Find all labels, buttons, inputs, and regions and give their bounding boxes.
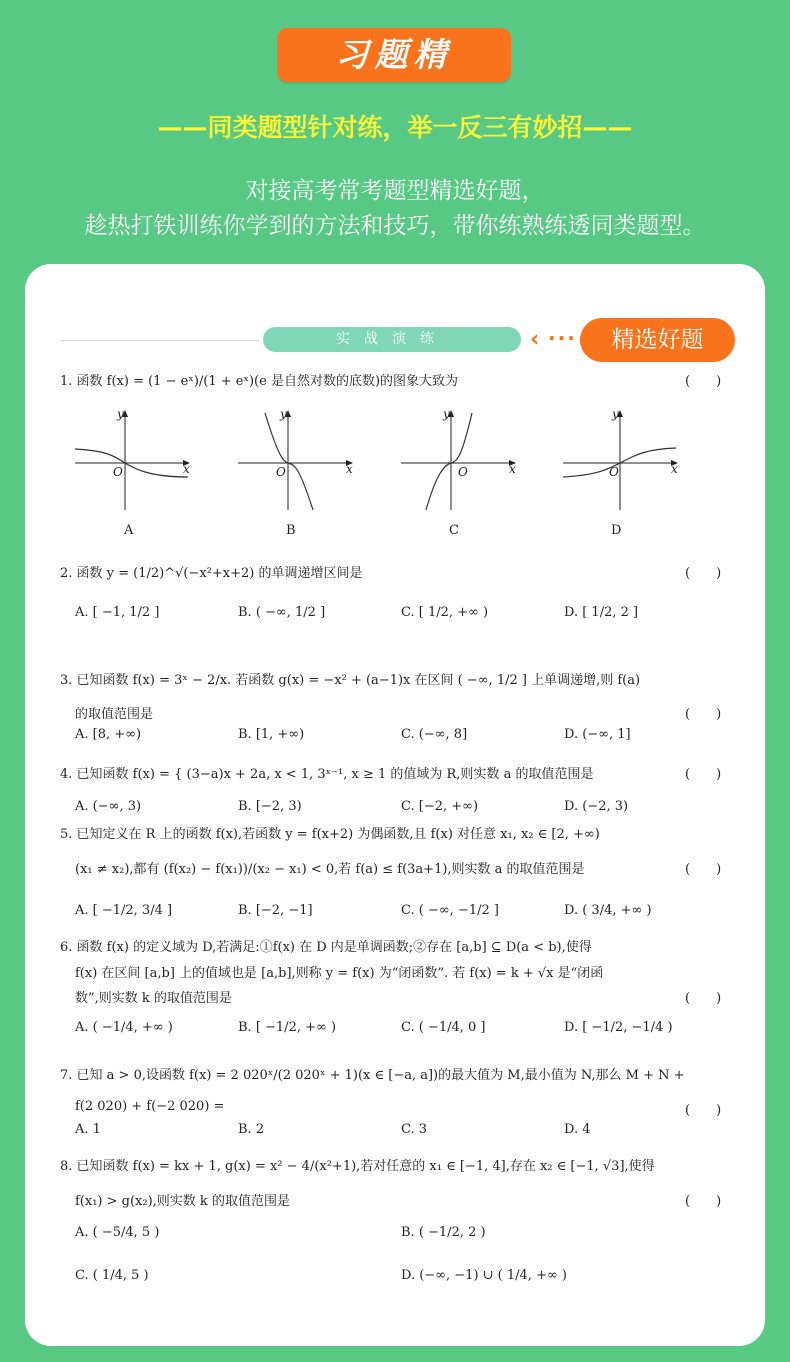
question-4-text: 4. 已知函数 f(x) = { (3−a)x + 2a, x < 1, 3ˣ⁻¹, x ≥ 1 的值域为 R,则实数 a 的取值范围是 [60, 767, 594, 782]
origin-label: O [113, 465, 123, 479]
section-title: 实战演练 [263, 327, 521, 352]
axis-x-label: x [346, 462, 353, 476]
answer-bracket-2: ( ) [685, 566, 722, 581]
axis-x-label: x [509, 462, 516, 476]
q6-option-d: D. [ −1/2, −1/4 ) [564, 1020, 673, 1035]
q6-option-a: A. ( −1/4, +∞ ) [75, 1020, 173, 1035]
q3-option-a: A. [8, +∞) [75, 727, 142, 742]
question-5-line-1: 5. 已知定义在 R 上的函数 f(x),若函数 y = f(x+2) 为偶函数,且 f(x) 对任意 x₁, x₂ ∈ [2, +∞) [60, 827, 600, 842]
q4-option-a: A. (−∞, 3) [75, 799, 142, 814]
question-3-line-1: 3. 已知函数 f(x) = 3ˣ − 2/x. 若函数 g(x) = −x² + (a−1)x 在区间 ( −∞, 1/2 ] 上单调递增,则 f(a) [60, 673, 641, 688]
q3-option-b: B. [1, +∞) [238, 727, 305, 742]
axis-y-label: y [280, 407, 287, 421]
dots-icon: ··· [548, 326, 577, 350]
q8-option-a: A. ( −5/4, 5 ) [75, 1225, 160, 1240]
q6-option-b: B. [ −1/2, +∞ ) [238, 1020, 337, 1035]
axis-y-label: y [612, 407, 619, 421]
q2-option-b: B. ( −∞, 1/2 ] [238, 605, 326, 620]
answer-bracket-7: ( ) [685, 1103, 722, 1118]
q3-option-d: D. (−∞, 1] [564, 727, 631, 742]
question-6-line-2: f(x) 在区间 [a,b] 上的值域也是 [a,b],则称 y = f(x) 为“闭函数”. 若 f(x) = k + √x 是“闭函 [75, 966, 604, 981]
graph-label-c: C [449, 523, 459, 538]
axis-x-label: x [183, 462, 190, 476]
q2-option-d: D. [ 1/2, 2 ] [564, 605, 639, 620]
answer-bracket-8: ( ) [685, 1194, 722, 1209]
q7-option-b: B. 2 [238, 1122, 265, 1137]
question-5-line-2: (x₁ ≠ x₂),都有 (f(x₂) − f(x₁))/(x₂ − x₁) < 0,若 f(a) ≤ f(3a+1),则实数 a 的取值范围是 [75, 862, 585, 877]
q8-option-c: C. ( 1/4, 5 ) [75, 1268, 149, 1283]
origin-label: O [276, 465, 286, 479]
question-6-line-1: 6. 函数 f(x) 的定义域为 D,若满足:①f(x) 在 D 内是单调函数;②存在 [a,b] ⊆ D(a < b),使得 [60, 940, 592, 955]
question-7-line-1: 7. 已知 a > 0,设函数 f(x) = 2 020ˣ/(2 020ˣ + 1)(x ∈ [−a, a])的最大值为 M,最小值为 N,那么 M + N + [60, 1068, 685, 1083]
question-6-line-3: 数”,则实数 k 的取值范围是 [75, 991, 232, 1006]
answer-bracket-1: ( ) [685, 374, 722, 389]
graph-label-a: A [124, 523, 134, 538]
answer-bracket-6: ( ) [685, 991, 722, 1006]
question-2-text: 2. 函数 y = (1/2)^√(−x²+x+2) 的单调递增区间是 [60, 566, 363, 581]
answer-bracket-5: ( ) [685, 862, 722, 877]
q3-option-c: C. (−∞, 8] [401, 727, 468, 742]
graph-c [396, 405, 521, 515]
graph-d [558, 405, 683, 515]
q4-option-d: D. (−2, 3) [564, 799, 629, 814]
q2-option-c: C. [ 1/2, +∞ ) [401, 605, 489, 620]
origin-label: O [458, 465, 468, 479]
section-divider [60, 340, 260, 341]
axis-x-label: x [671, 462, 678, 476]
axis-y-label: y [443, 407, 450, 421]
q5-option-a: A. [ −1/2, 3/4 ] [75, 903, 173, 918]
description-line-2: 趁热打铁训练你学到的方法和技巧，带你练熟练透同类题型。 [84, 213, 706, 239]
chevron-left-icon: ‹ [530, 327, 540, 352]
q7-option-a: A. 1 [75, 1122, 101, 1137]
graph-label-d: D [611, 523, 622, 538]
origin-label: O [609, 465, 619, 479]
graph-a [70, 405, 195, 515]
featured-tag: 精选好题 [580, 318, 735, 362]
question-8-line-1: 8. 已知函数 f(x) = kx + 1, g(x) = x² − 4/(x²+1),若对任意的 x₁ ∈ [−1, 4],存在 x₂ ∈ [−1, √3],使得 [60, 1159, 655, 1174]
graph-b [233, 405, 358, 515]
question-1-text: 1. 函数 f(x) = (1 − eˣ)/(1 + eˣ)(e 是自然对数的底数)的图象大致为 [60, 374, 459, 389]
q5-option-c: C. ( −∞, −1/2 ] [401, 903, 499, 918]
q5-option-d: D. ( 3/4, +∞ ) [564, 903, 652, 918]
q7-option-d: D. 4 [564, 1122, 591, 1137]
q8-option-d: D. (−∞, −1) ∪ ( 1/4, +∞ ) [401, 1268, 567, 1283]
axis-y-label: y [117, 407, 124, 421]
q6-option-c: C. ( −1/4, 0 ] [401, 1020, 486, 1035]
page-badge: 习题精 [277, 28, 511, 82]
slogan: ——同类题型针对练，举一反三有妙招—— [157, 113, 633, 142]
q8-option-b: B. ( −1/2, 2 ) [401, 1225, 486, 1240]
question-3-line-2: 的取值范围是 [75, 707, 154, 722]
q4-option-b: B. [−2, 3) [238, 799, 302, 814]
answer-bracket-3: ( ) [685, 707, 722, 722]
q4-option-c: C. [−2, +∞) [401, 799, 479, 814]
q5-option-b: B. [−2, −1] [238, 903, 313, 918]
graph-label-b: B [286, 523, 296, 538]
question-8-line-2: f(x₁) > g(x₂),则实数 k 的取值范围是 [75, 1194, 290, 1209]
q2-option-a: A. [ −1, 1/2 ] [75, 605, 160, 620]
answer-bracket-4: ( ) [685, 767, 722, 782]
question-7-line-2: f(2 020) + f(−2 020) = [75, 1099, 225, 1114]
description-line-1: 对接高考常考题型精选好题， [245, 178, 545, 204]
q7-option-c: C. 3 [401, 1122, 428, 1137]
